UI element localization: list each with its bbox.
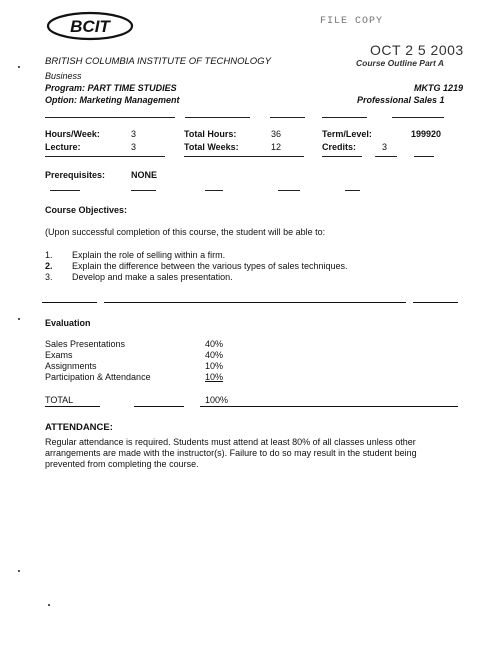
attendance-line: prevented from completing the course. xyxy=(45,459,199,469)
separator xyxy=(205,190,223,191)
separator xyxy=(392,117,444,118)
evaluation-item-label: Participation & Attendance xyxy=(45,372,151,382)
lecture-value: 3 xyxy=(131,142,137,152)
separator xyxy=(184,156,304,157)
total-label: TOTAL xyxy=(45,395,74,405)
attendance-line: Regular attendance is required. Students must attend at least 80% of all classes unless other xyxy=(45,437,416,447)
total-rule xyxy=(134,406,184,407)
hours-week-value: 3 xyxy=(131,129,137,139)
separator xyxy=(45,117,175,118)
objectives-heading: Course Objectives: xyxy=(45,205,128,215)
prereq-label: Prerequisites: xyxy=(45,170,106,180)
evaluation-item-label: Exams xyxy=(45,350,73,360)
section-rule xyxy=(413,302,458,303)
separator xyxy=(322,117,367,118)
separator xyxy=(45,156,165,157)
course-code: MKTG 1219 xyxy=(414,83,464,93)
total-hours-label: Total Hours: xyxy=(184,129,237,139)
separator xyxy=(270,117,305,118)
total-rule xyxy=(200,406,458,407)
objective-text: Explain the role of selling within a firm. xyxy=(72,250,226,260)
total-value: 100% xyxy=(205,395,229,405)
objective-number: 2. xyxy=(45,261,53,271)
separator xyxy=(322,156,362,157)
separator xyxy=(278,190,300,191)
section-rule xyxy=(104,302,406,303)
file-stamp: FILE COPY xyxy=(320,16,384,27)
hours-week-label: Hours/Week: xyxy=(45,129,100,139)
term-label: Term/Level: xyxy=(322,129,372,139)
logo-text: BCIT xyxy=(70,17,110,36)
separator xyxy=(185,117,250,118)
evaluation-item-value: 10% xyxy=(205,361,224,371)
outline-label: Course Outline Part A xyxy=(356,58,445,68)
prereq-value: NONE xyxy=(131,170,158,180)
separator xyxy=(345,190,360,191)
bcit-logo xyxy=(45,10,135,42)
scan-speck xyxy=(48,604,50,606)
separator xyxy=(375,156,397,157)
objectives-intro: (Upon successful completion of this course, the student will be able to: xyxy=(45,227,326,237)
attendance-line: arrangements are made with the instructor(s). Failure to do so may result in the student being xyxy=(45,448,417,458)
option-name: Option: Marketing Management xyxy=(45,95,180,105)
section-rule xyxy=(42,302,97,303)
program-name: Program: PART TIME STUDIES xyxy=(45,83,177,93)
total-weeks-value: 12 xyxy=(271,142,282,152)
objective-number: 3. xyxy=(45,272,53,282)
scan-speck xyxy=(18,318,20,320)
term-value: 199920 xyxy=(411,129,442,139)
institution-name: BRITISH COLUMBIA INSTITUTE OF TECHNOLOGY xyxy=(45,56,271,67)
evaluation-item-value: 40% xyxy=(205,339,224,349)
scan-speck xyxy=(18,570,20,572)
evaluation-item-label: Sales Presentations xyxy=(45,339,126,349)
course-name: Professional Sales 1 xyxy=(357,95,445,105)
credits-value: 3 xyxy=(382,142,388,152)
lecture-label: Lecture: xyxy=(45,142,81,152)
objective-text: Explain the difference between the various types of sales techniques. xyxy=(72,261,348,271)
evaluation-item-value: 10% xyxy=(205,372,224,382)
date-stamp: OCT 2 5 2003 xyxy=(370,42,464,58)
school-name: Business xyxy=(45,71,82,81)
attendance-heading: ATTENDANCE: xyxy=(45,422,113,433)
objective-number: 1. xyxy=(45,250,53,260)
evaluation-item-label: Assignments xyxy=(45,361,97,371)
objective-text: Develop and make a sales presentation. xyxy=(72,272,233,282)
total-rule xyxy=(45,406,100,407)
total-hours-value: 36 xyxy=(271,129,282,139)
evaluation-heading: Evaluation xyxy=(45,318,91,328)
separator xyxy=(414,156,434,157)
separator xyxy=(131,190,156,191)
evaluation-item-value: 40% xyxy=(205,350,224,360)
credits-label: Credits: xyxy=(322,142,357,152)
total-weeks-label: Total Weeks: xyxy=(184,142,239,152)
separator xyxy=(50,190,80,191)
scan-speck xyxy=(18,66,20,68)
